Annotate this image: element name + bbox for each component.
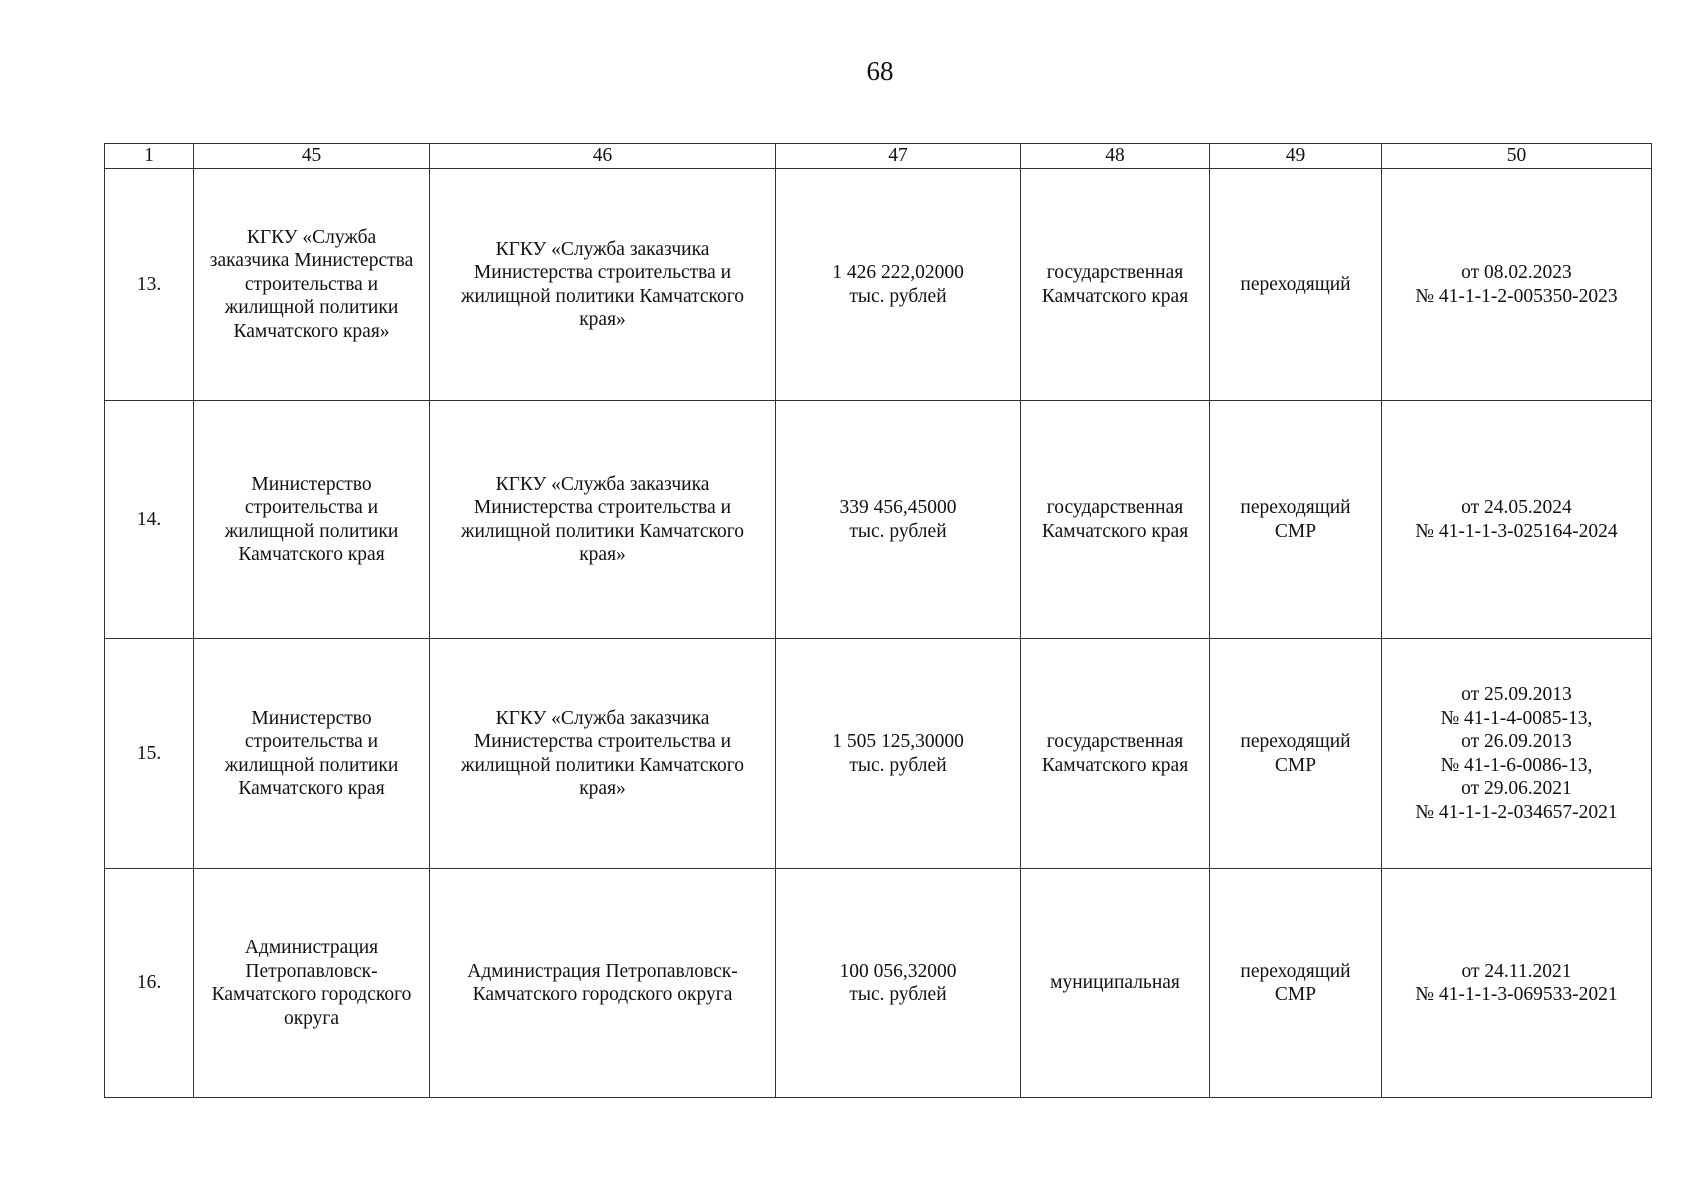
expertise-cell: от 08.02.2023 № 41-1-1-2-005350-2023 [1382, 169, 1652, 401]
table-row [105, 869, 1652, 1098]
customer-cell: КГКУ «Служба заказчика Министерства строительства и жилищной политики Камчатского края» [430, 401, 776, 639]
ownership-cell: государственная Камчатского края [1021, 169, 1210, 401]
status-cell: переходящий СМР [1210, 869, 1382, 1098]
status-cell: переходящий СМР [1210, 401, 1382, 639]
expertise-cell: от 24.11.2021 № 41-1-1-3-069533-2021 [1382, 869, 1652, 1098]
developer-cell: Администрация Петропавловск- Камчатского городского округа [194, 869, 430, 1098]
ownership-cell: муниципальная [1021, 869, 1210, 1098]
developer-cell: Министерство строительства и жилищной политики Камчатского края [194, 639, 430, 869]
column-header: 49 [1210, 144, 1382, 169]
column-header: 47 [776, 144, 1021, 169]
developer-cell: КГКУ «Служба заказчика Министерства строительства и жилищной политики Камчатского края» [194, 169, 430, 401]
cost-cell: 339 456,45000 тыс. рублей [776, 401, 1021, 639]
column-header: 45 [194, 144, 430, 169]
status-cell: переходящий СМР [1210, 639, 1382, 869]
column-header: 1 [105, 144, 194, 169]
ownership-cell: государственная Камчатского края [1021, 639, 1210, 869]
ownership-cell: государственная Камчатского края [1021, 401, 1210, 639]
column-header: 46 [430, 144, 776, 169]
expertise-cell: от 24.05.2024 № 41-1-1-3-025164-2024 [1382, 401, 1652, 639]
cost-cell: 100 056,32000 тыс. рублей [776, 869, 1021, 1098]
data-table [104, 143, 1652, 1098]
row-number-cell: 14. [105, 401, 194, 639]
table-row [105, 639, 1652, 869]
table-header-row [105, 144, 1652, 169]
page-number: 68 [866, 56, 894, 86]
developer-cell: Министерство строительства и жилищной политики Камчатского края [194, 401, 430, 639]
customer-cell: Администрация Петропавловск- Камчатского городского округа [430, 869, 776, 1098]
row-number-cell: 15. [105, 639, 194, 869]
customer-cell: КГКУ «Служба заказчика Министерства строительства и жилищной политики Камчатского края» [430, 639, 776, 869]
status-cell: переходящий [1210, 169, 1382, 401]
row-number-cell: 16. [105, 869, 194, 1098]
column-header: 48 [1021, 144, 1210, 169]
table-row [105, 401, 1652, 639]
cost-cell: 1 426 222,02000 тыс. рублей [776, 169, 1021, 401]
row-number-cell: 13. [105, 169, 194, 401]
table-row [105, 169, 1652, 401]
customer-cell: КГКУ «Служба заказчика Министерства строительства и жилищной политики Камчатского края» [430, 169, 776, 401]
expertise-cell: от 25.09.2013 № 41-1-4-0085-13, от 26.09.2013 № 41-1-6-0086-13, от 29.06.2021 № 41-1-1-2-034657-2021 [1382, 639, 1652, 869]
column-header: 50 [1382, 144, 1652, 169]
cost-cell: 1 505 125,30000 тыс. рублей [776, 639, 1021, 869]
